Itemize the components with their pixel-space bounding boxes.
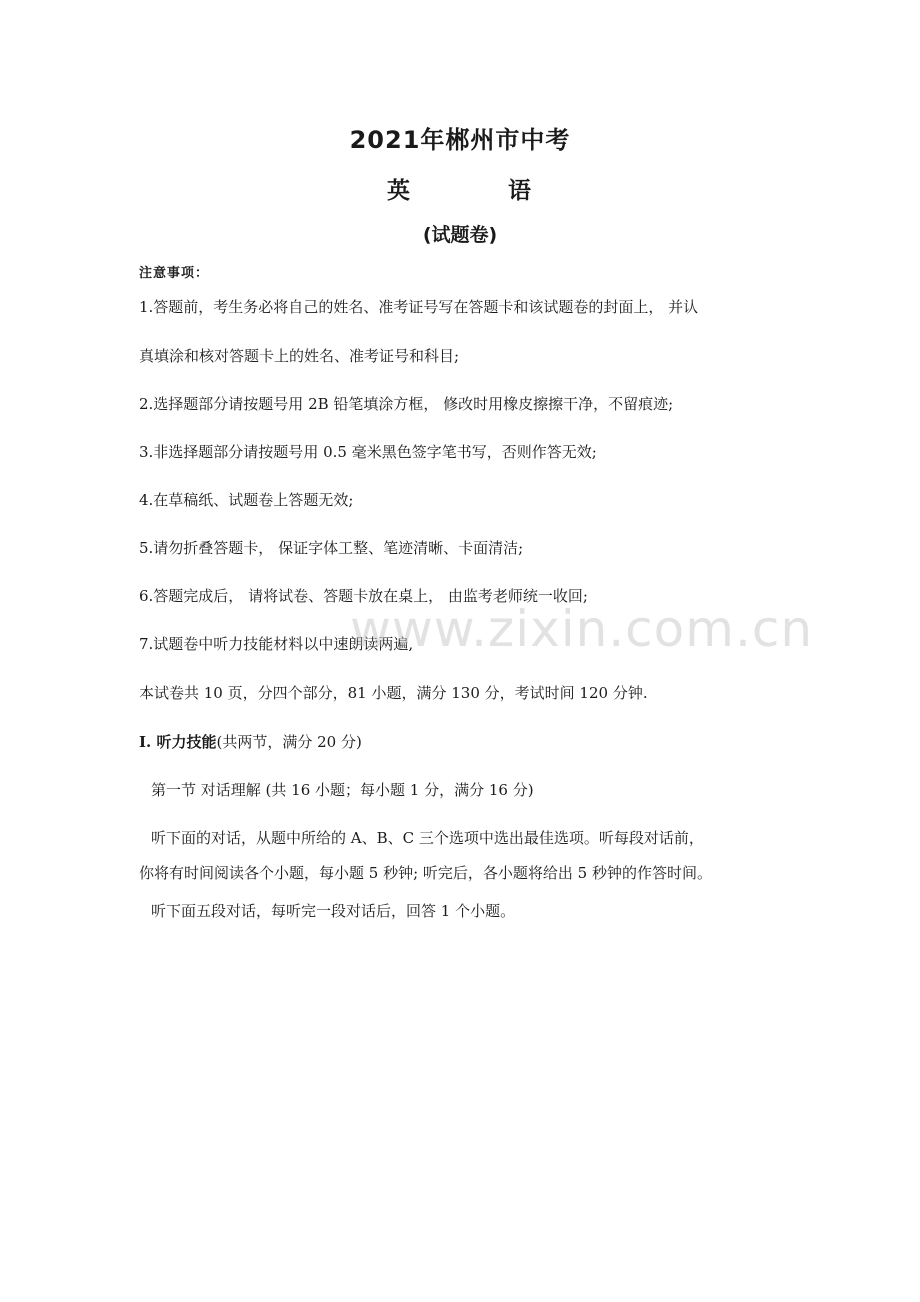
watermark: www.zixin.com.cn [350, 600, 814, 658]
notice-line-1-cont: 真填涂和核对答题卡上的姓名、准考证号和科目; [139, 347, 460, 365]
notice-line-6: 6.答题完成后， 请将试卷、答题卡放在桌上， 由监考老师统一收回; [139, 587, 588, 605]
notice-line-4: 4.在草稿纸、试题卷上答题无效; [139, 491, 354, 509]
exam-summary: 本试卷共 10 页，分四个部分，81 小题，满分 130 分，考试时间 120 分钟. [139, 684, 648, 702]
section-heading [139, 731, 362, 752]
notice-line-5: 5.请勿折叠答题卡， 保证字体工整、笔迹清晰、卡面清洁; [139, 539, 524, 557]
notice-line-3: 3.非选择题部分请按题号用 0.5 毫米黑色签字笔书写，否则作答无效; [139, 443, 597, 461]
instruction-line-2: 你将有时间阅读各个小题，每小题 5 秒钟; 听完后，各小题将给出 5 秒钟的作答时间。 [139, 864, 712, 882]
exam-title: 2021年郴州市中考 [349, 126, 571, 154]
section-heading-detail: (共两节，满分 20 分) [216, 733, 362, 751]
notice-line-7: 7.试题卷中听力技能材料以中速朗读两遍, [139, 635, 414, 653]
notice-line-2: 2.选择题部分请按题号用 2B 铅笔填涂方框， 修改时用橡皮擦擦干净，不留痕迹; [139, 395, 674, 413]
part-heading: 第一节 对话理解 (共 16 小题；每小题 1 分，满分 16 分) [151, 781, 534, 799]
notice-line-1: 1.答题前，考生务必将自己的姓名、准考证号写在答题卡和该试题卷的封面上， 并认 [139, 298, 699, 316]
instruction-line-3: 听下面五段对话，每听完一段对话后，回答 1 个小题。 [151, 902, 516, 920]
section-heading-title: I. 听力技能 [139, 733, 217, 751]
exam-subject: 英 语 [386, 178, 561, 204]
instruction-line-1: 听下面的对话，从题中所给的 A、B、C 三个选项中选出最佳选项。听每段对话前， [151, 829, 704, 847]
notice-heading: 注意事项： [139, 266, 210, 281]
exam-subtitle: (试题卷) [422, 224, 498, 246]
